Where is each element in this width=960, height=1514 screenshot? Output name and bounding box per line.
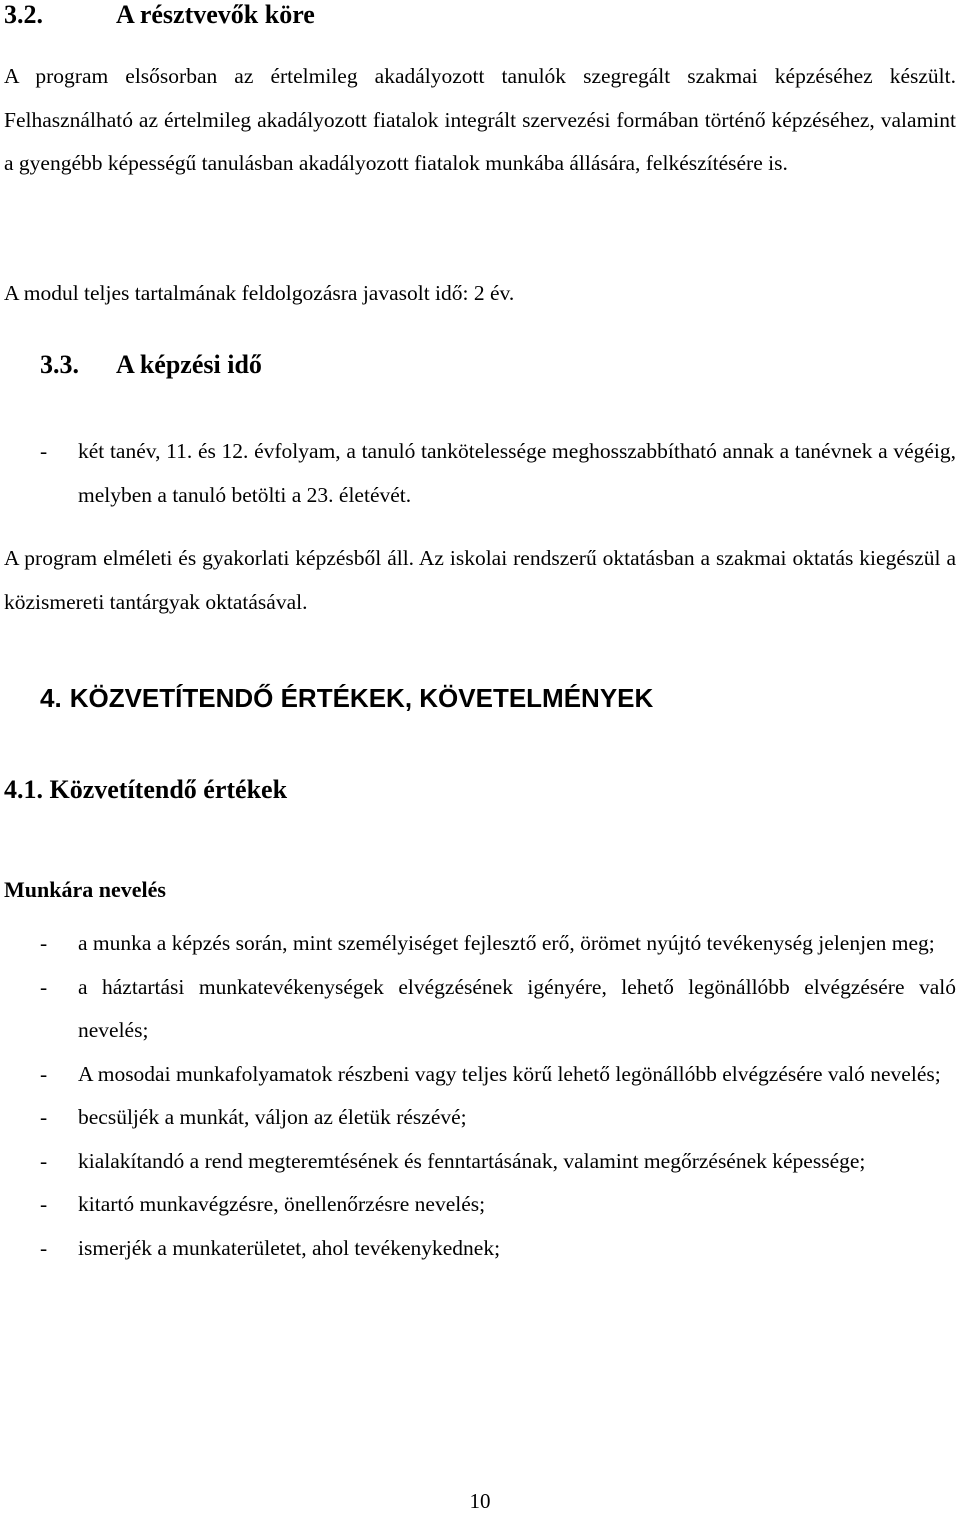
section-number: 3.3. xyxy=(40,350,79,379)
list-item xyxy=(0,1227,956,1271)
training-time-list xyxy=(0,430,956,517)
bullet-dash: - xyxy=(40,974,48,999)
paragraph-participants: A program elsősorban az értelmileg akadályozott tanulók szegregált szakmai képzéséhez készült. Felhasználható az értelmileg akadályozott fiatalok integrált szervezési formában történő képzéséhez, valamint a gyengébb képességű tanulásban akadályozott fiatalok munkába állására, felkészítésére is. xyxy=(4,64,956,175)
subheading-work-education: Munkára nevelés xyxy=(4,877,166,902)
list-item-text: a háztartási munkatevékenységek elvégzésének igényére, lehető legönállóbb elvégzésére való nevelés; xyxy=(78,974,956,1042)
list-item xyxy=(0,966,956,1053)
list-item xyxy=(0,1096,956,1140)
section-heading-4 xyxy=(40,683,653,713)
list-item xyxy=(0,1140,956,1184)
list-item xyxy=(0,1053,956,1097)
list-item-text: A mosodai munkafolyamatok részbeni vagy teljes körű lehető legönállóbb elvégzésére való nevelés; xyxy=(78,1061,941,1086)
list-item-text: kitartó munkavégzésre, önellenőrzésre nevelés; xyxy=(78,1192,486,1216)
page-number: 10 xyxy=(469,1489,491,1513)
bullet-dash: - xyxy=(40,1192,48,1216)
list-item xyxy=(0,430,956,517)
paragraph-program-structure: A program elméleti és gyakorlati képzésből áll. Az iskolai rendszerű oktatásban a szakmai oktatás kiegészül a közismereti tantárgyak oktatásával. xyxy=(4,546,956,614)
bullet-dash: - xyxy=(40,439,48,463)
bullet-dash: - xyxy=(40,931,48,955)
section-heading-3-2 xyxy=(4,0,315,30)
list-item-text: két tanév, 11. és 12. évfolyam, a tanuló tankötelessége meghosszabbítható annak a tanévnek a végéig, melyben a tanuló betölti a 23. életévét. xyxy=(78,439,956,507)
values-list xyxy=(0,922,956,1270)
section-number: 3.2. xyxy=(4,0,43,29)
section-title: A képzési idő xyxy=(116,350,262,379)
bullet-dash: - xyxy=(40,1105,48,1129)
section-title: Közvetítendő értékek xyxy=(49,775,288,804)
paragraph-module-duration: A modul teljes tartalmának feldolgozásra javasolt idő: 2 év. xyxy=(4,281,515,305)
list-item-text: kialakítandó a rend megteremtésének és fenntartásának, valamint megőrzésének képessége; xyxy=(78,1148,866,1173)
section-title: A résztvevők köre xyxy=(116,0,315,29)
bullet-dash: - xyxy=(40,1061,48,1086)
bullet-dash: - xyxy=(40,1148,48,1173)
list-item xyxy=(0,922,956,966)
list-item xyxy=(0,1183,956,1227)
list-item-text: becsüljék a munkát, váljon az életük részévé; xyxy=(78,1105,467,1129)
list-item-text: ismerjék a munkaterületet, ahol tevékenykednek; xyxy=(78,1235,501,1260)
section-title: KÖZVETÍTENDŐ ÉRTÉKEK, KÖVETELMÉNYEK xyxy=(69,683,654,713)
bullet-dash: - xyxy=(40,1235,48,1260)
section-heading-4-1 xyxy=(4,775,287,805)
section-number: 4. xyxy=(40,683,62,713)
section-heading-3-3 xyxy=(40,350,262,380)
list-item-text: a munka a képzés során, mint személyiséget fejlesztő erő, örömet nyújtó tevékenység jelenjen meg; xyxy=(78,931,935,955)
section-number: 4.1. xyxy=(4,775,43,804)
